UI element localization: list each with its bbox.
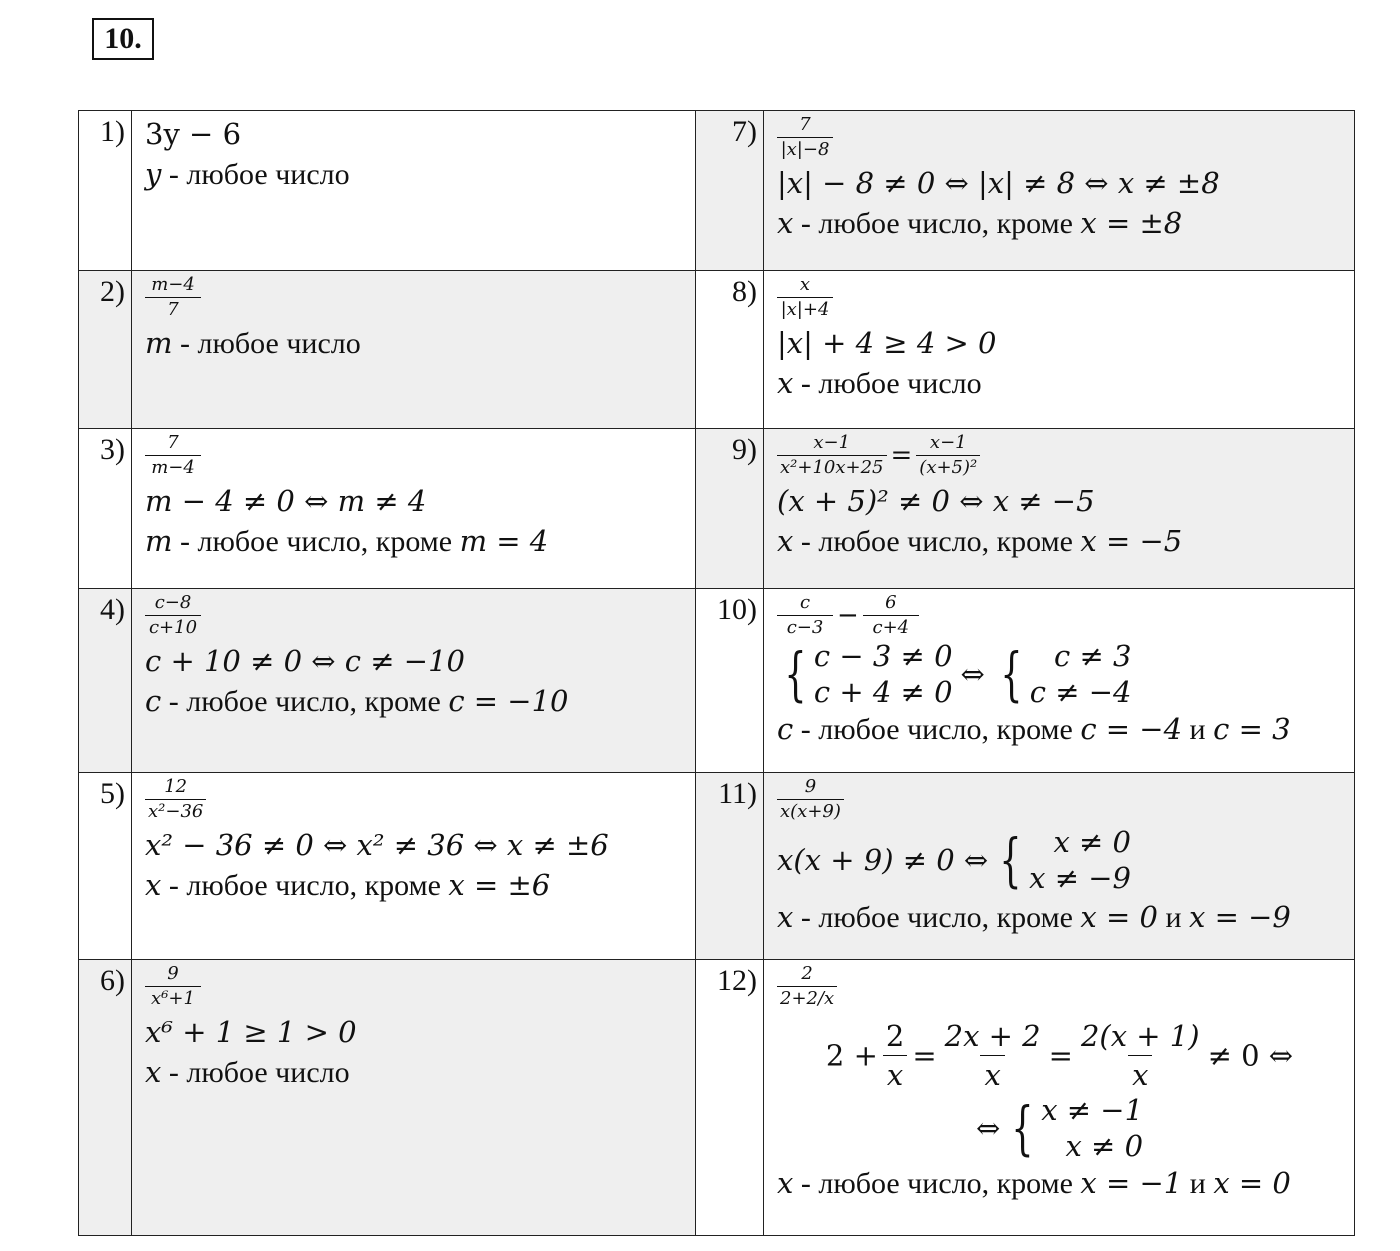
fraction: $\frac{c-8}{c+10}$ [145,593,201,638]
condition: x² − 36 ≠ 0 ⇔ x² ≠ 36 ⇔ x ≠ ±6 [145,828,609,862]
table-row [79,429,1355,589]
table-row [79,111,1355,271]
solution-cell-6 [132,960,696,1236]
answer-variable: x [145,868,162,902]
simplification-line: 2 + $\frac{2}{x}$ = $\frac{2x + 2}{x}$ = $\frac{2(x + 1)}{x}$ ≠ 0 ⇔ [825,1019,1294,1092]
answer-text: - любое число, кроме [793,1167,1081,1200]
table-row [79,589,1355,773]
table-row [79,960,1355,1236]
answer-text: - любое число [161,1056,350,1089]
answer-text: - любое число [172,327,361,360]
item-number: 6) [79,960,132,1236]
fraction: $\frac{7}{m-4}$ [145,433,201,478]
solution-cell-2 [132,271,696,429]
fraction: $\frac{9}{x(x+9)}$ [777,777,844,822]
answer-equation: c = −10 [448,684,569,718]
condition: |x| + 4 ≥ 4 > 0 [777,326,997,360]
answer-equation: x = 0 [1213,1166,1291,1200]
answer-text: - любое число, кроме [793,207,1081,240]
item-number: 5) [79,773,132,960]
answer-variable: x [777,1166,794,1200]
fraction: $\frac{7}{|x|-8}$ [777,115,833,160]
problem-number: 10. [92,18,154,60]
condition: m − 4 ≠ 0 ⇔ m ≠ 4 [145,484,427,518]
answer-text: - любое число, кроме [793,901,1081,934]
answer-equation: c = 3 [1213,712,1291,746]
fraction: $\frac{x-1}{\text{x²+10x+25}}$ [777,433,887,478]
answer-equation: x = 0 [1080,900,1158,934]
answer-equation: c = −4 [1080,712,1183,746]
fraction: $\frac{2}{2+2/x}$ [777,964,837,1009]
answer-text: - любое число [793,367,982,400]
solution-cell-12 [764,960,1355,1236]
conjunction: и [1182,713,1214,746]
answer-variable: y [145,157,162,191]
conjunction: и [1157,901,1190,934]
solution-cell-4 [132,589,696,773]
minus-sign: − [837,600,859,631]
table-row [79,271,1355,429]
answer-equation: m = 4 [459,524,549,558]
system-of-conditions: { x ≠ −1 x ≠ 0 [1011,1093,1144,1163]
answer-text: - любое число, кроме [161,869,449,902]
solution-cell-7 [764,111,1355,271]
equivalence-sign: ⇔ [960,657,985,691]
system-of-conditions: { c ≠ 3 c ≠ −4 [1000,639,1132,709]
answer-equation: x = −1 [1080,1166,1183,1200]
condition: x⁶ + 1 ≥ 1 > 0 [145,1015,357,1049]
fraction: $\frac{12}{\text{x²−36}}$ [145,777,206,822]
equals-sign: = [890,440,913,471]
solution-cell-1 [132,111,696,271]
item-number: 12) [696,960,764,1236]
fraction: $\frac{9}{\text{x⁶+1}}$ [145,964,201,1009]
answer-equation: x = ±8 [1080,206,1183,240]
item-number: 9) [696,429,764,589]
answer-text: - любое число [161,158,350,191]
system-of-conditions: { x ≠ 0 x ≠ −9 [999,825,1131,895]
answer-variable: m [145,524,173,558]
answer-variable: c [777,712,794,746]
condition: x(x + 9) ≠ 0 ⇔ [777,843,989,877]
item-number: 11) [696,773,764,960]
solution-cell-5 [132,773,696,960]
expression: 3y − 6 [145,117,242,151]
system-line: ⇔ { x ≠ −1 x ≠ 0 [975,1093,1144,1163]
answer-text: - любое число, кроме [172,525,460,558]
answer-equation: x = −9 [1189,900,1291,934]
answer-variable: x [145,1055,162,1089]
solution-cell-11 [764,773,1355,960]
fraction: $\frac{6}{c+4}$ [863,593,919,638]
fraction: $\frac{x}{|x|+4}$ [777,275,833,320]
conjunction: и [1182,1167,1214,1200]
answer-variable: x [777,206,794,240]
solutions-table [78,110,1355,1236]
item-number: 1) [79,111,132,271]
system-of-conditions: { c − 3 ≠ 0 c + 4 ≠ 0 [784,639,953,709]
answer-variable: x [777,524,794,558]
solution-cell-9 [764,429,1355,589]
condition: c + 10 ≠ 0 ⇔ c ≠ −10 [145,644,465,678]
item-number: 3) [79,429,132,589]
solution-cell-10 [764,589,1355,773]
condition: |x| − 8 ≠ 0 ⇔ |x| ≠ 8 ⇔ x ≠ ±8 [777,166,1220,200]
solution-cell-8 [764,271,1355,429]
solution-cell-3 [132,429,696,589]
condition: (x + 5)² ≠ 0 ⇔ x ≠ −5 [777,484,1095,518]
answer-equation: x = −5 [1080,524,1183,558]
answer-variable: m [145,326,173,360]
answer-text: - любое число, кроме [161,685,449,718]
item-number: 4) [79,589,132,773]
answer-variable: c [145,684,162,718]
item-number: 8) [696,271,764,429]
answer-text: - любое число, кроме [793,713,1081,746]
answer-equation: x = ±6 [448,868,551,902]
table-row [79,773,1355,960]
fraction: $\frac{c}{c-3}$ [777,593,833,638]
item-number: 7) [696,111,764,271]
item-number: 2) [79,271,132,429]
answer-variable: x [777,366,794,400]
answer-variable: x [777,900,794,934]
answer-text: - любое число, кроме [793,525,1081,558]
fraction: $\frac{x-1}{\text{(x+5)²}}$ [916,433,980,478]
fraction: $\frac{m-4}{7}$ [145,275,201,320]
item-number: 10) [696,589,764,773]
